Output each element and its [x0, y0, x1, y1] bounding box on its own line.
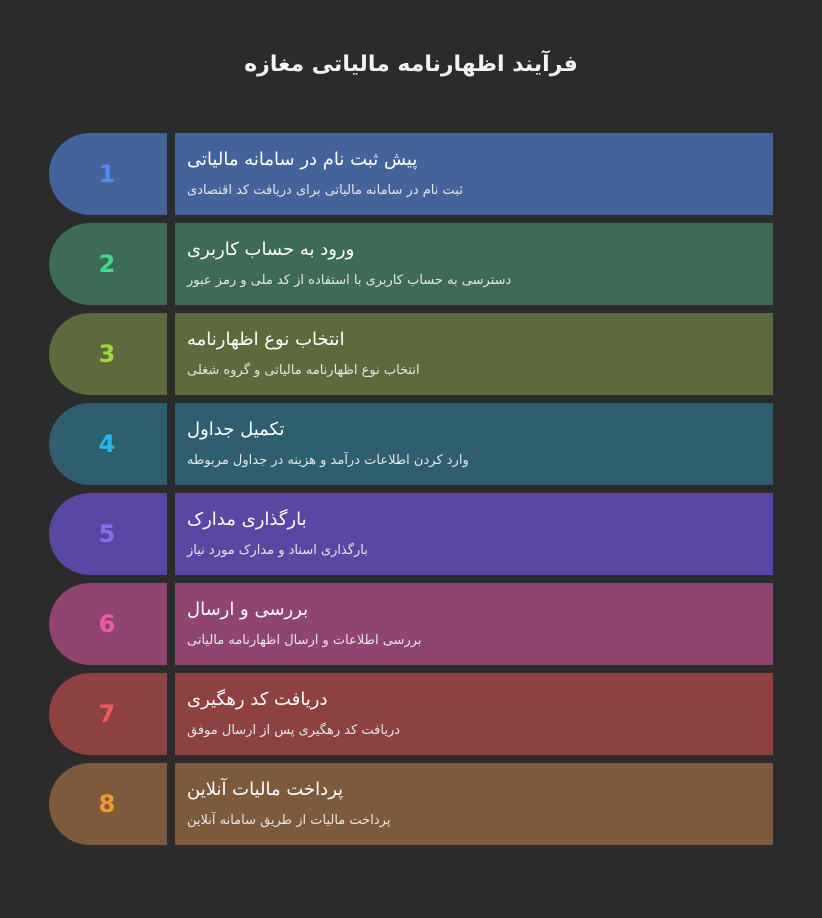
step-content	[175, 223, 773, 305]
step-1	[49, 133, 773, 215]
step-description: دریافت کد رهگیری پس از ارسال موفق	[187, 723, 401, 738]
step-content	[175, 763, 773, 845]
step-8	[49, 763, 773, 845]
step-description: انتخاب نوع اظهارنامه مالیاتی و گروه شغلی	[187, 363, 420, 378]
step-heading: تکمیل جداول	[187, 419, 285, 440]
step-content	[175, 583, 773, 665]
step-description: دسترسی به حساب کاربری با استفاده از کد ملی و رمز عبور	[187, 273, 512, 288]
step-heading: انتخاب نوع اظهارنامه	[187, 329, 345, 350]
steps-list	[49, 133, 773, 853]
step-6	[49, 583, 773, 665]
step-heading: بارگذاری مدارک	[187, 509, 307, 530]
step-heading: پرداخت مالیات آنلاین	[187, 779, 344, 800]
step-4	[49, 403, 773, 485]
step-description: ثبت نام در سامانه مالیاتی برای دریافت کد اقتصادی	[187, 183, 463, 198]
step-content	[175, 313, 773, 395]
step-content	[175, 403, 773, 485]
step-heading: ورود به حساب کاربری	[187, 239, 355, 260]
step-number-badge: 2	[49, 223, 167, 305]
step-5	[49, 493, 773, 575]
step-description: پرداخت مالیات از طریق سامانه آنلاین	[187, 813, 391, 828]
step-number-badge: 6	[49, 583, 167, 665]
step-3	[49, 313, 773, 395]
step-heading: پیش ثبت نام در سامانه مالیاتی	[187, 149, 418, 170]
step-description: بارگذاری اسناد و مدارک مورد نیاز	[187, 543, 368, 558]
step-content	[175, 493, 773, 575]
step-content	[175, 133, 773, 215]
step-number-badge: 3	[49, 313, 167, 395]
step-heading: بررسی و ارسال	[187, 599, 309, 620]
step-heading: دریافت کد رهگیری	[187, 689, 328, 710]
step-content	[175, 673, 773, 755]
step-description: وارد کردن اطلاعات درآمد و هزینه در جداول مربوطه	[187, 453, 469, 468]
step-7	[49, 673, 773, 755]
step-number-badge: 8	[49, 763, 167, 845]
step-2	[49, 223, 773, 305]
step-number-badge: 4	[49, 403, 167, 485]
page-title: فرآیند اظهارنامه مالیاتی مغازه	[244, 52, 578, 77]
step-number-badge: 7	[49, 673, 167, 755]
step-description: بررسی اطلاعات و ارسال اظهارنامه مالیاتی	[187, 633, 422, 648]
step-number-badge: 1	[49, 133, 167, 215]
step-number-badge: 5	[49, 493, 167, 575]
